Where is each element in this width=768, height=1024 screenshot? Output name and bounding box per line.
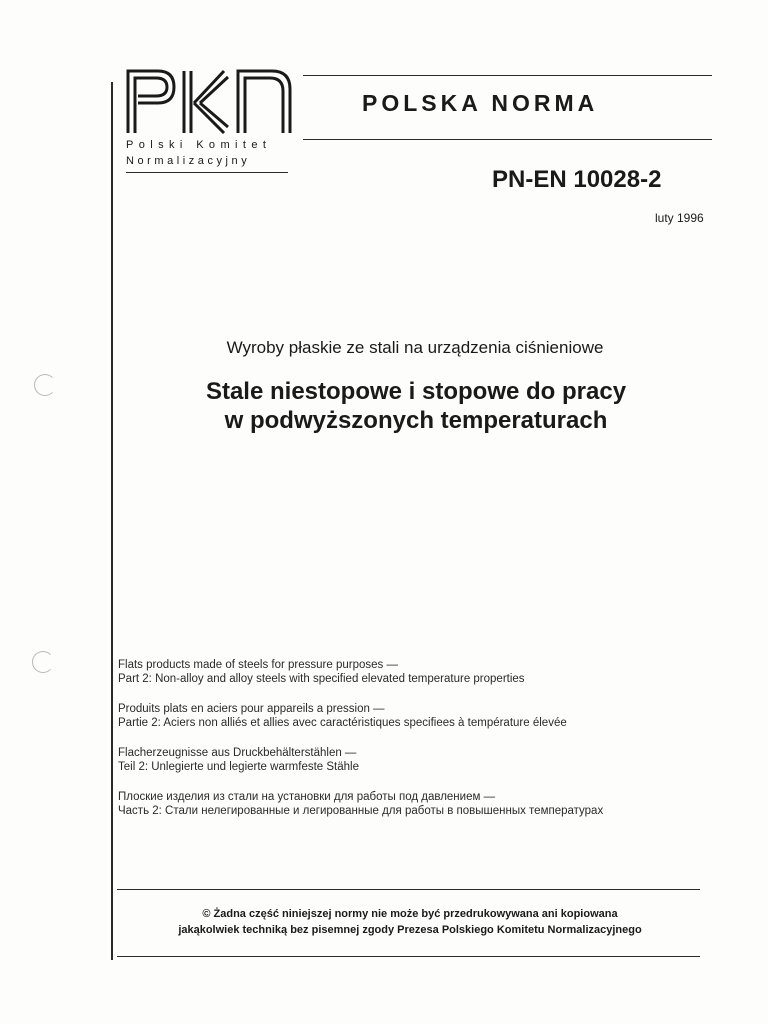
document-subtitle: Wyroby płaskie ze stali na urządzenia ciśnieniowe [226,338,604,357]
translation-english [118,658,718,686]
document-title-line-2: w podwyższonych temperaturach [224,407,608,434]
header-rule-bottom [303,139,712,140]
translation-line: Плоские изделия из стали на установки для работы под давлением — [118,791,496,803]
translation-line: Часть 2: Стали нелегированные и легированные для работы в повышенных температурах [118,805,604,817]
publication-date: luty 1996 [655,211,704,225]
logo-text-normalizacyjny: Normalizacyjny [126,155,251,167]
translation-line: Flacherzeugnisse aus Druckbehälterstählen — [118,747,357,759]
translation-line: Teil 2: Unlegierte und legierte warmfeste Stähle [118,761,359,773]
translation-german [118,746,718,774]
pkn-logo [124,67,294,135]
footer-rule-top [117,889,700,890]
document-title-line-1: Stale niestopowe i stopowe do pracy [205,378,627,405]
copyright-notice [120,906,700,938]
translation-line: Part 2: Non-alloy and alloy steels with specified elevated temperature properties [118,673,525,685]
footer-rule-bottom [117,956,700,957]
translation-line: Produits plats en aciers pour appareils a pression — [118,703,385,715]
translation-line: Flats products made of steels for pressure purposes — [118,659,398,671]
logo-underline [126,172,288,173]
standard-code: PN-EN 10028-2 [492,166,662,193]
punch-hole-bottom [32,651,54,673]
translation-russian [118,790,718,818]
series-title: POLSKA NORMA [362,90,599,116]
left-border-line [111,82,113,960]
copyright-line-2: jakąkolwiek techniką bez pisemnej zgody Prezesa Polskiego Komitetu Normalizacyjnego [178,924,642,936]
document-title [146,377,686,435]
punch-hole-top [34,374,56,396]
logo-text-polski-komitet: Polski Komitet [126,139,272,151]
translation-french [118,702,718,730]
header-rule-top [303,75,712,76]
translation-line: Partie 2: Aciers non alliés et allies avec caractéristiques specifiees à température élevée [118,717,567,729]
copyright-line-1: © Żadna część niniejszej normy nie może być przedrukowywana ani kopiowana [202,908,618,920]
